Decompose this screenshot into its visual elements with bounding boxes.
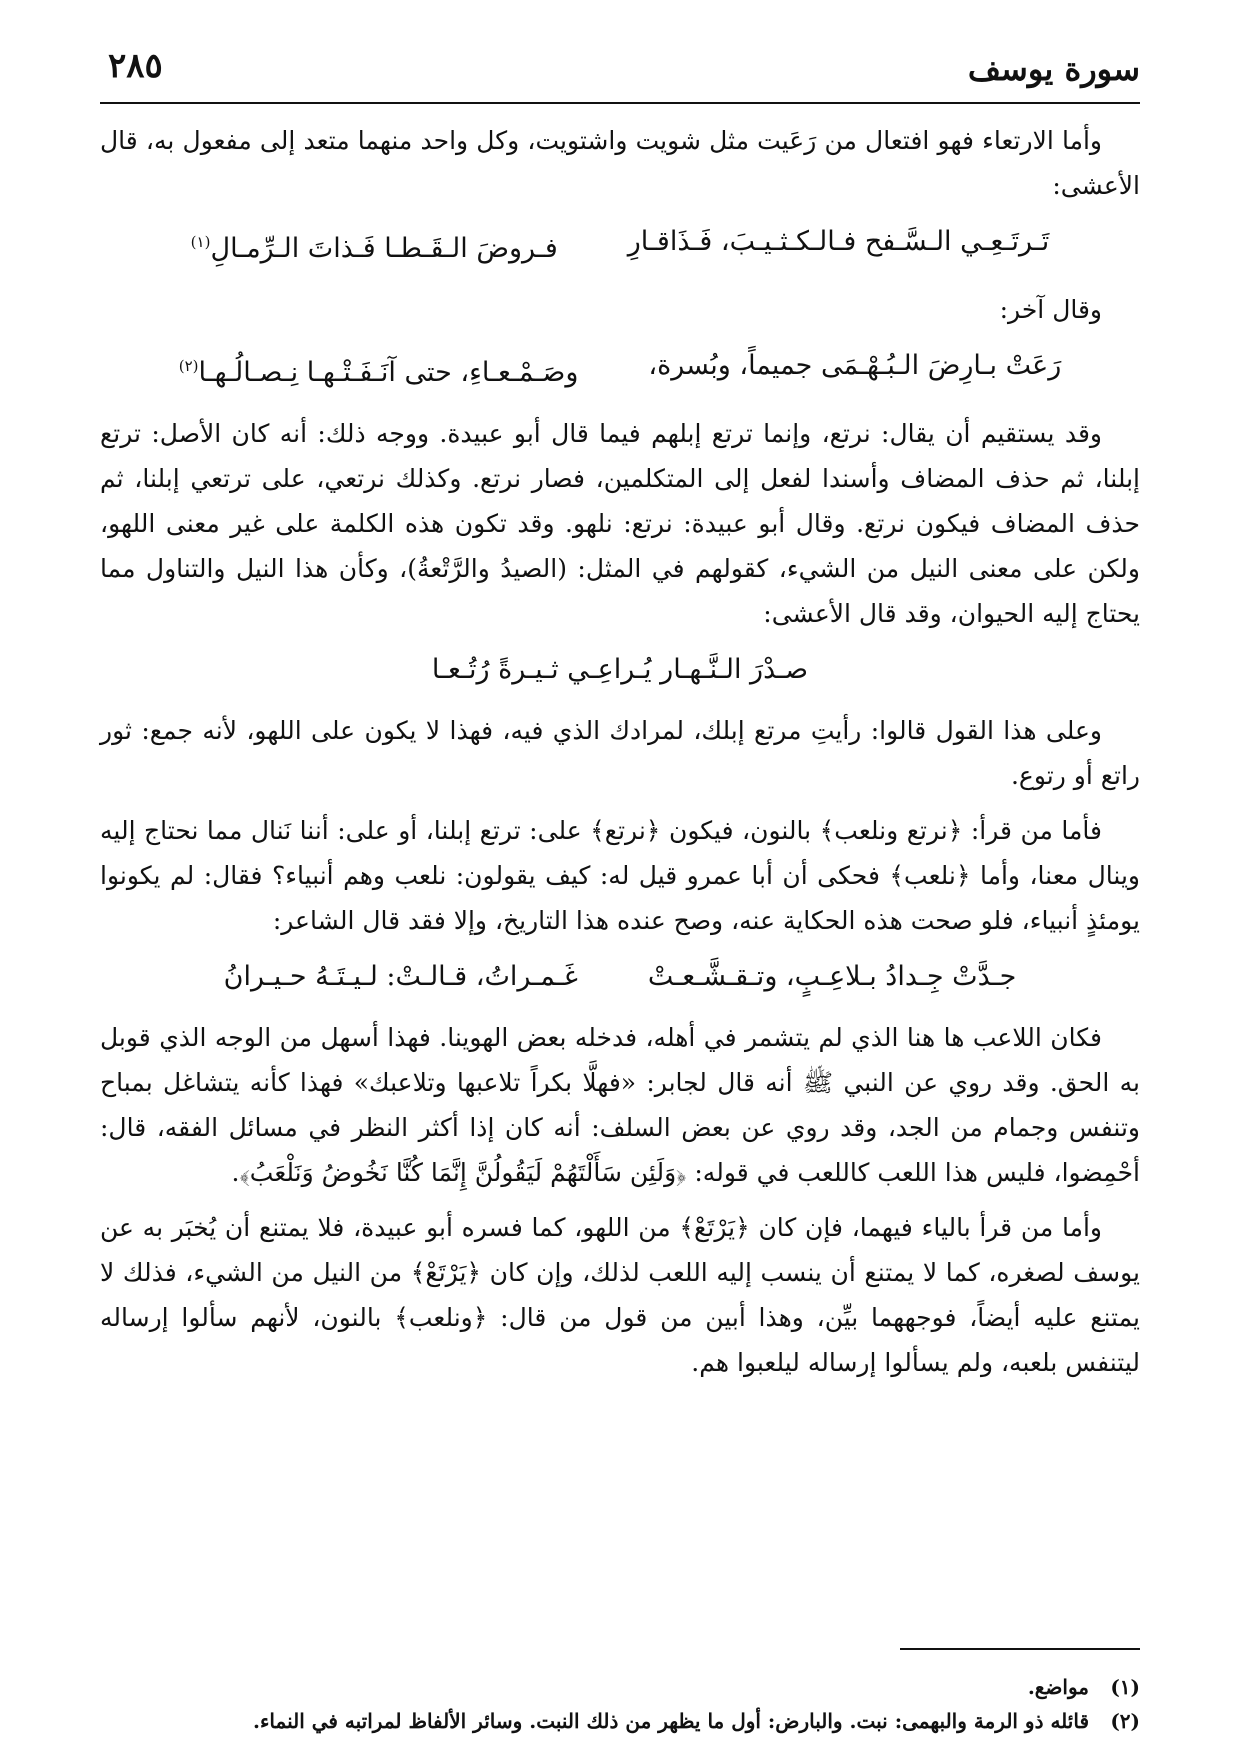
footnote-1 [100,1670,1140,1704]
verse-4-second-hemistich: غَـمـراتُ، قـالـتْ: لـيـتَـهُ حـيـرانُ [223,961,578,992]
footnote-marker-1: (١) [190,233,211,251]
verse-1 [100,218,1140,273]
footnote-1-text: مواضع. [1027,1675,1090,1699]
verse-4-first-hemistich: جـدَّتْ جِـدادُ بـلاعِـبٍ، وتـقـشَّـعـتْ [647,961,1017,992]
verse-2-second-hemistich [179,342,579,397]
paragraph-5: فأما من قرأ: ﴿نرتع ونلعب﴾ بالنون، فيكون ﴿نرتع﴾ على: ترتع إبلنا، أو على: أننا نَنال مما نحتاج إليه وينال معنا، وأما ﴿نلعب﴾ فحكى أن أبا عمرو قيل له: كيف يقولون: نلعب وهم أنبياء؟ فقال: لم يكونوا يومئذٍ أنبياء، فلو صحت هذه الحكاية عنه، وصح عنده هذا التاريخ، وإلا فقد قال الشاعر: [100,816,1140,935]
footnote-2-text: قائله ذو الرمة والبهمى: نبت. والبارض: أول ما يظهر من ذلك النبت. وسائر الألفاظ لمراتبه في النماء. [253,1709,1090,1733]
page-header [100,38,1140,104]
footnote-1-number: (١) [1110,1675,1140,1699]
paragraph-4: وعلى هذا القول قالوا: رأيتِ مرتع إبلك، لمرادك الذي فيه، فهذا لا يكون على اللهو، لأنه جمع: ثور راتع أو رتوع. [100,716,1140,790]
page-number: ٢٨٥ [108,46,163,86]
verse-2 [100,342,1140,397]
surah-title: سورة يوسف [967,50,1140,88]
verse-2-second-text: وصَـمْـعـاءِ، حتى آنَـفَـتْـهـا نِـصـالُـهـا [198,357,579,388]
footnote-divider [900,1648,1140,1650]
paragraph-2: وقال آخر: [999,295,1102,324]
verse-3-hemistich: صـدْرَ الـنَّـهـار يُـراعِـي ثـيـرةً رُتُـعـا [431,654,809,685]
page-body [100,118,1140,1395]
footnote-2-number: (٢) [1110,1709,1140,1733]
verse-1-first-hemistich: تَـرتَـعِـي الـسَّـفح فـالـكـثـيـبَ، فَـذَاقـارِ [627,226,1050,257]
paragraph-1: وأما الارتعاء فهو افتعال من رَعَيت مثل شويت واشتويت، وكل واحد منهما متعد إلى مفعول به، قال الأعشى: [100,126,1140,200]
verse-1-second-hemistich [191,218,558,273]
verse-1-second-text: فـروضَ الـقَـطـا فَـذاتَ الـرِّمـالِ [210,233,558,264]
footnote-marker-2: (٢) [178,357,199,375]
verse-4 [100,953,1140,1001]
paragraph-7: وأما من قرأ بالياء فيهما، فإن كان ﴿يَرْتَعْ﴾ من اللهو، كما فسره أبو عبيدة، فلا يمتنع أن يُخبَر به عن يوسف لصغره، كما لا يمتنع أن ينسب إليه اللعب لذلك، وإن كان ﴿يَرْتَعْ﴾ من النيل من الشيء، فذلك لا يمتنع عليه أيضاً، فوجههما بيِّن، وهذا أبين من قول من قال: ﴿ونلعب﴾ بالنون، لأنهم سألوا إرساله ليتنفس بلعبه، ولم يسألوا إرساله ليلعبوا هم. [100,1213,1140,1377]
paragraph-3: وقد يستقيم أن يقال: نرتع، وإنما ترتع إبلهم فيما قال أبو عبيدة. ووجه ذلك: أنه كان الأصل: ترتع إبلنا، ثم حذف المضاف وأسندا لفعل إلى المتكلمين، فصار نرتع. وكذلك نرتعي، على ترتعي إبلنا، ثم حذف المضاف فيكون نرتع. وقال أبو عبيدة: نرتع: نلهو. وقد تكون هذه الكلمة على غير معنى اللهو، ولكن على معنى النيل من الشيء، كقولهم في المثل: (الصيدُ والرَّتْعةُ)، وكأن هذا النيل والتناول مما يحتاج إليه الحيوان، وقد قال الأعشى: [100,419,1140,628]
footnotes [100,1648,1140,1738]
footnote-2 [100,1704,1140,1738]
paragraph-6: فكان اللاعب ها هنا الذي لم يتشمر في أهله، فدخله بعض الهوينا. فهذا أسهل من الوجه الذي قوبل به الحق. وقد روي عن النبي ﷺ أنه قال لجابر: «فهلَّا بكراً تلاعبها وتلاعبك» فهذا كأنه يتشاغل بمباح وتنفس وجمام من الجد، وقد روي عن بعض السلف: أنه كان إذا أكثر النظر في مسائل الفقه، قال: أحْمِضوا، فليس هذا اللعب كاللعب في قوله: ﴿وَلَئِن سَأَلْتَهُمْ لَيَقُولُنَّ إِنَّمَا كُنَّا نَخُوضُ وَنَلْعَبُ﴾. [100,1023,1140,1187]
verse-2-first-hemistich: رَعَتْ بـارِضَ الـبُـهْـمَى جميماً، وبُسرة، [648,350,1062,381]
verse-3 [100,646,1140,694]
